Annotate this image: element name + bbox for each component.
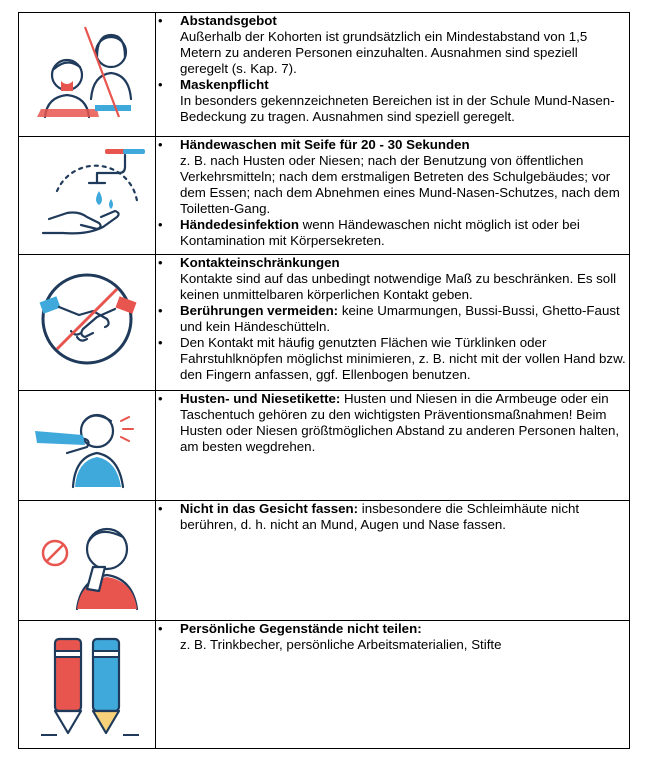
list-item: • Persönliche Gegenstände nicht teilen: z. B. Trinkbecher, persönliche Arbeitsmaterialien, Stifte [158, 621, 502, 652]
text-cell [156, 391, 630, 501]
icon-cell [19, 13, 156, 137]
list-item: • Maskenpflicht In besonders gekennzeichneten Bereichen ist in der Schule Mund-Nasen-Bedeckung zu tragen. Ausnahmen sind speziell geregelt. [158, 77, 615, 124]
table-row [19, 13, 630, 137]
text-cell [156, 137, 630, 255]
handwashing-icon [27, 141, 147, 251]
list-item: • Husten- und Niesetikette: Husten und Niesen in die Armbeuge oder ein Taschentuch gehören zu den wichtigsten Präventionsmaßnahmen! Beim Husten oder Niesen größtmöglichen Abstand zu anderen Personen halten, am besten wegdrehen. [158, 391, 620, 454]
list-item: • Händewaschen mit Seife für 20 - 30 Sekunden z. B. nach Husten oder Niesen; nach der Benutzung von öffentlichen Verkehrsmitteln; nach dem erstmaligen Betreten des Schulgebäudes; vor dem Essen; nach dem Abnehmen eines Mund-Nasen-Schutzes, nach dem Toiletten-Gang. [158, 137, 620, 216]
text-cell [156, 255, 630, 391]
icon-cell [19, 137, 156, 255]
list-item: • Den Kontakt mit häufig genutzten Flächen wie Türklinken oder Fahrstuhlknöpfen möglichst minimieren, z. B. nicht mit der vollen Hand bzw. den Fingern anfassen, ggf. Ellenbogen benutzen. [158, 335, 626, 382]
no-handshake-icon [27, 259, 147, 379]
table-row [19, 391, 630, 501]
table-row [19, 501, 630, 621]
sneeze-elbow-icon [27, 395, 147, 495]
text-cell [156, 621, 630, 749]
list-item: • Nicht in das Gesicht fassen: insbesondere die Schleimhäute nicht berühren, d. h. nicht an Mund, Augen und Nase fassen. [158, 501, 580, 532]
pencils-icon [27, 625, 147, 743]
list-item: • Kontakteinschränkungen Kontakte sind auf das unbedingt notwendige Maß zu beschränken. Es soll keinen unmittelbaren körperlichen Kontakt geben. [158, 255, 617, 302]
list-item: • Abstandsgebot Außerhalb der Kohorten ist grundsätzlich ein Mindestabstand von 1,5 Metern zu anderen Personen einzuhalten. Ausnahmen sind speziell geregelt (s. Kap. 7). [158, 13, 588, 76]
no-face-touch-icon [27, 505, 147, 615]
text-cell [156, 501, 630, 621]
list-item: • Händedesinfektion wenn Händewaschen nicht möglich ist oder bei Kontamination mit Körpersekreten. [158, 217, 580, 248]
table-row [19, 621, 630, 749]
icon-cell [19, 501, 156, 621]
text-cell [156, 13, 630, 137]
list-item: • Berührungen vermeiden: keine Umarmungen, Bussi-Bussi, Ghetto-Faust und kein Händeschütteln. [158, 303, 620, 334]
hygiene-rules-table [18, 12, 630, 749]
distance-people-icon [27, 17, 147, 127]
icon-cell [19, 621, 156, 749]
table-row [19, 255, 630, 391]
icon-cell [19, 391, 156, 501]
icon-cell [19, 255, 156, 391]
table-row [19, 137, 630, 255]
